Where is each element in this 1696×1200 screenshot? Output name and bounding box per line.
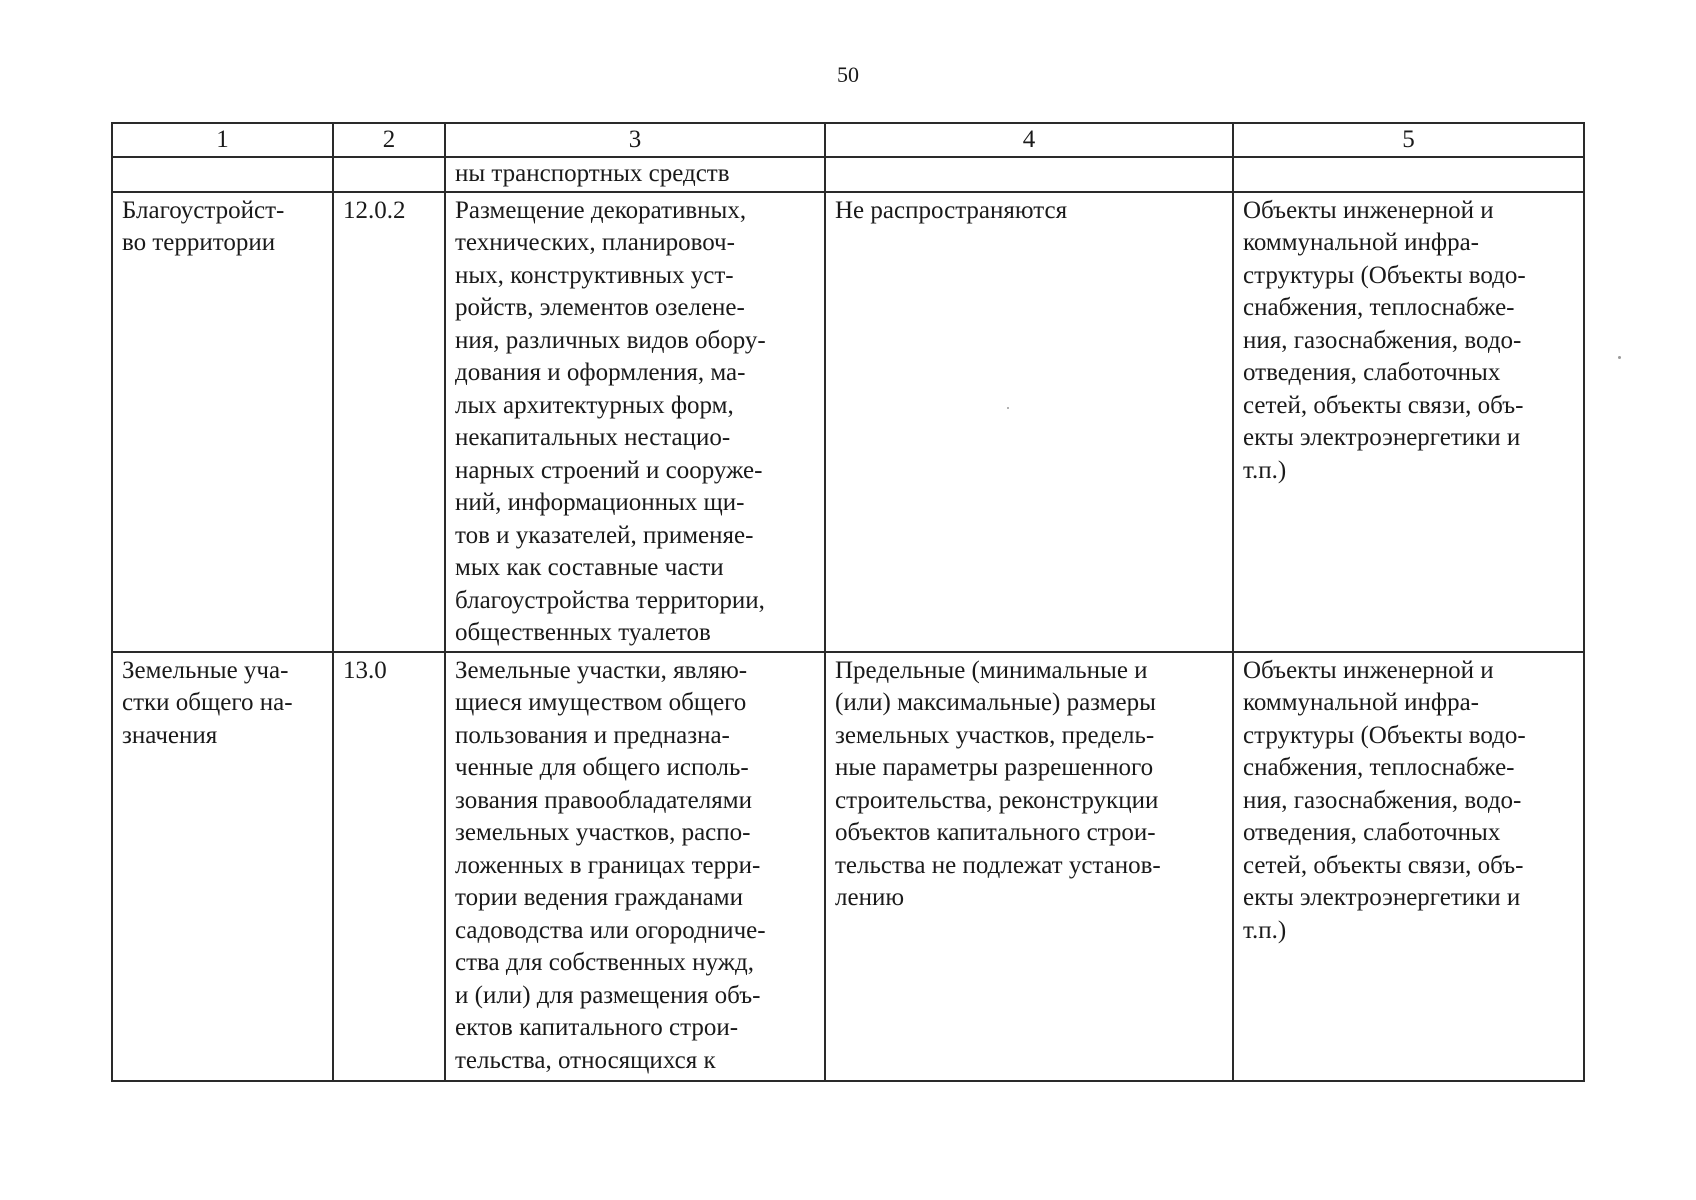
use-description-cell: Земельные участки, являю- щиеся имуществом общего пользования и предназна- ченные для общего исполь- зования правообладателями земельных участков, распо- ложенных в границах терри- тории ведения гражданами садоводства или огородниче- ства для собственных нужд, и (или) для размещения объ- ектов капитального строи- тельства, относящихся к <box>445 652 825 1081</box>
continuation-cell-1 <box>112 157 333 192</box>
use-code-cell: 12.0.2 <box>333 192 445 652</box>
use-objects-cell: Объекты инженерной и коммунальной инфра- структуры (Объекты водо- снабжения, теплоснабже- ния, газоснабжения, водо- отведения, слаботочных сетей, объекты связи, объ- екты электроэнергетики и т.п.) <box>1233 192 1584 652</box>
column-header-5: 5 <box>1233 123 1584 157</box>
column-header-4: 4 <box>825 123 1233 157</box>
use-name-cell: Земельные уча- стки общего на- значения <box>112 652 333 1081</box>
use-parameters-cell: Не распространяются <box>825 192 1233 652</box>
use-objects-cell: Объекты инженерной и коммунальной инфра- структуры (Объекты водо- снабжения, теплоснабже- ния, газоснабжения, водо- отведения, слаботочных сетей, объекты связи, объ- екты электроэнергетики и т.п.) <box>1233 652 1584 1081</box>
page-number: 50 <box>837 62 859 87</box>
table-row <box>112 192 1584 652</box>
use-parameters-cell: Предельные (минимальные и (или) максимальные) размеры земельных участков, предель- ные параметры разрешенного строительства, реконструкции объектов капитального строи- тельства не подлежат установ- лению <box>825 652 1233 1081</box>
use-name-cell: Благоустройст- во территории <box>112 192 333 652</box>
column-header-1: 1 <box>112 123 333 157</box>
continuation-cell-5 <box>1233 157 1584 192</box>
regulations-table <box>111 122 1585 1082</box>
continuation-cell-3: ны транспортных средств <box>445 157 825 192</box>
table-row-continuation <box>112 157 1584 192</box>
continuation-cell-2 <box>333 157 445 192</box>
continuation-cell-4 <box>825 157 1233 192</box>
column-header-3: 3 <box>445 123 825 157</box>
table-row <box>112 652 1584 1081</box>
scan-speck <box>1007 407 1009 409</box>
column-header-2: 2 <box>333 123 445 157</box>
scan-speck <box>1618 356 1621 359</box>
table-header-row <box>112 123 1584 157</box>
use-description-cell: Размещение декоративных, технических, планировоч- ных, конструктивных уст- ройств, элементов озелене- ния, различных видов обору- дования и оформления, ма- лых архитектурных форм, некапитальных нестацио- нарных строений и сооруже- ний, информационных щи- тов и указателей, применяе- мых как составные части благоустройства территории, общественных туалетов <box>445 192 825 652</box>
use-code-cell: 13.0 <box>333 652 445 1081</box>
